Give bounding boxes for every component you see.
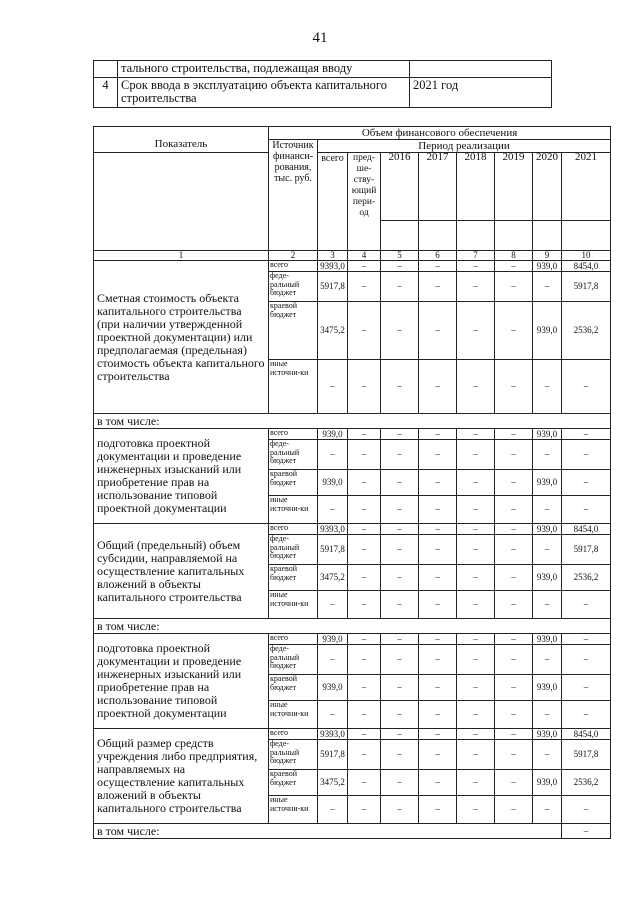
value-cell: – <box>562 440 611 470</box>
source-cell: феде-ральный бюджет <box>269 535 318 565</box>
value-cell: – <box>381 740 419 770</box>
value-cell: – <box>419 565 457 591</box>
source-cell: всего <box>269 729 318 740</box>
column-number: 1 <box>94 251 269 261</box>
value-cell: – <box>348 429 381 440</box>
value-cell: 939,0 <box>533 729 562 740</box>
source-cell: иные источни-ки <box>269 360 318 414</box>
table-row <box>94 78 552 108</box>
row-label: Срок ввода в эксплуатацию объекта капитального строительства <box>118 78 410 108</box>
value-cell: – <box>457 565 495 591</box>
year-header: 2019 <box>495 153 533 221</box>
source-cell: краевой бюджет <box>269 565 318 591</box>
value-cell: – <box>348 440 381 470</box>
value-cell: – <box>495 302 533 360</box>
subtitle-row <box>94 824 611 839</box>
column-header-previous-period: пред-ше-ству-ющий пери-од <box>348 153 381 251</box>
value-cell: – <box>495 701 533 729</box>
value-cell: – <box>381 440 419 470</box>
value-cell: – <box>457 535 495 565</box>
value-cell: – <box>348 272 381 302</box>
value-cell: – <box>318 440 348 470</box>
value-cell: – <box>318 496 348 524</box>
value-cell: – <box>348 729 381 740</box>
value-cell: – <box>495 535 533 565</box>
value-cell: 939,0 <box>318 675 348 701</box>
value-cell: 5917,8 <box>318 272 348 302</box>
column-header-total: всего <box>318 153 348 251</box>
value-cell: – <box>348 645 381 675</box>
value-cell: – <box>495 440 533 470</box>
value-cell: – <box>348 634 381 645</box>
value-cell: – <box>381 302 419 360</box>
column-number: 9 <box>533 251 562 261</box>
value-cell: – <box>562 496 611 524</box>
row-label: тального строительства, подлежащая вводу <box>118 61 410 78</box>
value-cell: – <box>562 701 611 729</box>
value-cell: – <box>457 634 495 645</box>
value-cell: – <box>457 360 495 414</box>
year-header: 2020 <box>533 153 562 221</box>
value-cell: – <box>381 429 419 440</box>
column-number: 10 <box>562 251 611 261</box>
value-cell: – <box>457 796 495 824</box>
table-row <box>94 634 611 645</box>
value-cell: – <box>318 701 348 729</box>
value-cell: – <box>381 770 419 796</box>
value-cell: – <box>419 360 457 414</box>
value-cell: – <box>381 796 419 824</box>
source-cell: феде-ральный бюджет <box>269 440 318 470</box>
year-spacer <box>419 221 457 251</box>
subtitle-row <box>94 414 611 429</box>
value-cell: 3475,2 <box>318 770 348 796</box>
value-cell: – <box>495 740 533 770</box>
value-cell: – <box>419 261 457 272</box>
indicator-cell: Общий размер средств учреждения либо предприятия, направляемых на осуществление капитальных вложений в объекты капитального строительства <box>94 729 269 824</box>
value-cell: – <box>495 429 533 440</box>
value-cell: – <box>381 496 419 524</box>
source-cell: иные источни-ки <box>269 701 318 729</box>
value-cell: – <box>495 634 533 645</box>
row-number: 4 <box>94 78 118 108</box>
year-header: 2021 <box>562 153 611 221</box>
value-cell: – <box>457 440 495 470</box>
value-cell: – <box>533 272 562 302</box>
value-cell: – <box>495 591 533 619</box>
column-number: 2 <box>269 251 318 261</box>
year-spacer <box>495 221 533 251</box>
value-cell: – <box>457 496 495 524</box>
value-cell: – <box>381 701 419 729</box>
value-cell: 939,0 <box>533 675 562 701</box>
trail-value: – <box>562 824 611 839</box>
value-cell: – <box>419 675 457 701</box>
source-cell: феде-ральный бюджет <box>269 272 318 302</box>
value-cell: – <box>562 360 611 414</box>
value-cell: – <box>419 796 457 824</box>
value-cell: 939,0 <box>533 261 562 272</box>
value-cell: – <box>562 796 611 824</box>
value-cell: – <box>495 272 533 302</box>
value-cell: 9393,0 <box>318 261 348 272</box>
table-row <box>94 429 611 440</box>
value-cell: – <box>457 429 495 440</box>
value-cell: – <box>457 524 495 535</box>
value-cell: – <box>457 261 495 272</box>
subtitle-row <box>94 619 611 634</box>
value-cell: – <box>562 470 611 496</box>
object-info-table <box>93 60 552 108</box>
value-cell: – <box>348 261 381 272</box>
table-title: Объем финансового обеспечения <box>269 127 611 140</box>
value-cell: – <box>419 429 457 440</box>
column-number: 3 <box>318 251 348 261</box>
source-cell: краевой бюджет <box>269 675 318 701</box>
year-header: 2018 <box>457 153 495 221</box>
indicator-cell: подготовка проектной документации и проведение инженерных изысканий или приобретение прав на использование типовой проектной документации <box>94 429 269 524</box>
value-cell: – <box>533 701 562 729</box>
value-cell: – <box>318 645 348 675</box>
value-cell: – <box>495 524 533 535</box>
value-cell: – <box>495 565 533 591</box>
value-cell: 3475,2 <box>318 302 348 360</box>
indicator-cell: Сметная стоимость объекта капитального строительства (при наличии утвержденной проектной документации) или предполагаемая (предельная) стоимость объекта капитального строительства <box>94 261 269 414</box>
source-cell: феде-ральный бюджет <box>269 740 318 770</box>
value-cell: – <box>381 634 419 645</box>
source-cell: краевой бюджет <box>269 302 318 360</box>
source-cell: феде-ральный бюджет <box>269 645 318 675</box>
row-value: 2021 год <box>410 78 552 108</box>
table-row <box>94 261 611 272</box>
table-row <box>94 524 611 535</box>
column-number: 8 <box>495 251 533 261</box>
value-cell: – <box>348 591 381 619</box>
value-cell: – <box>419 701 457 729</box>
subtitle: в том числе: <box>94 824 562 839</box>
value-cell: – <box>348 701 381 729</box>
value-cell: – <box>419 591 457 619</box>
value-cell: – <box>533 535 562 565</box>
value-cell: – <box>533 740 562 770</box>
value-cell: 3475,2 <box>318 565 348 591</box>
value-cell: – <box>318 360 348 414</box>
value-cell: 939,0 <box>533 302 562 360</box>
value-cell: – <box>533 645 562 675</box>
value-cell: – <box>457 701 495 729</box>
value-cell: – <box>381 470 419 496</box>
value-cell: 939,0 <box>318 634 348 645</box>
value-cell: 2536,2 <box>562 302 611 360</box>
row-number <box>94 61 118 78</box>
period-header: Период реализации <box>318 140 611 153</box>
value-cell: – <box>419 634 457 645</box>
value-cell: 5917,8 <box>562 740 611 770</box>
value-cell: – <box>562 429 611 440</box>
value-cell: 5917,8 <box>562 535 611 565</box>
value-cell: – <box>318 796 348 824</box>
value-cell: – <box>457 675 495 701</box>
table-row <box>94 61 552 78</box>
source-cell: иные источни-ки <box>269 496 318 524</box>
value-cell: – <box>562 645 611 675</box>
year-spacer <box>533 221 562 251</box>
value-cell: – <box>348 535 381 565</box>
subtitle: в том числе: <box>94 619 611 634</box>
value-cell: – <box>419 645 457 675</box>
value-cell: – <box>495 261 533 272</box>
value-cell: – <box>381 645 419 675</box>
value-cell: – <box>457 302 495 360</box>
column-number: 4 <box>348 251 381 261</box>
value-cell: 939,0 <box>533 470 562 496</box>
year-spacer <box>457 221 495 251</box>
value-cell: 2536,2 <box>562 565 611 591</box>
indicator-spacer <box>94 153 269 251</box>
value-cell: – <box>562 634 611 645</box>
value-cell: 939,0 <box>533 770 562 796</box>
value-cell: – <box>495 496 533 524</box>
source-cell: иные источни-ки <box>269 591 318 619</box>
value-cell: 8454,0 <box>562 261 611 272</box>
value-cell: 939,0 <box>318 470 348 496</box>
value-cell: – <box>419 729 457 740</box>
subtitle: в том числе: <box>94 414 611 429</box>
source-cell: иные источни-ки <box>269 796 318 824</box>
value-cell: 939,0 <box>533 524 562 535</box>
value-cell: – <box>419 302 457 360</box>
value-cell: – <box>381 261 419 272</box>
value-cell: – <box>348 302 381 360</box>
value-cell: – <box>348 796 381 824</box>
value-cell: – <box>419 770 457 796</box>
value-cell: – <box>419 440 457 470</box>
table-row <box>94 729 611 740</box>
row-value <box>410 61 552 78</box>
value-cell: 5917,8 <box>318 535 348 565</box>
value-cell: 9393,0 <box>318 729 348 740</box>
value-cell: – <box>381 591 419 619</box>
indicator-cell: подготовка проектной документации и проведение инженерных изысканий или приобретение прав на использование типовой проектной документации <box>94 634 269 729</box>
value-cell: – <box>348 470 381 496</box>
value-cell: – <box>419 535 457 565</box>
value-cell: – <box>419 470 457 496</box>
value-cell: 5917,8 <box>562 272 611 302</box>
source-cell: всего <box>269 261 318 272</box>
value-cell: – <box>457 645 495 675</box>
value-cell: – <box>381 360 419 414</box>
column-number: 6 <box>419 251 457 261</box>
value-cell: – <box>495 360 533 414</box>
value-cell: – <box>348 740 381 770</box>
value-cell: 5917,8 <box>318 740 348 770</box>
value-cell: – <box>457 729 495 740</box>
value-cell: – <box>457 770 495 796</box>
value-cell: – <box>348 524 381 535</box>
value-cell: – <box>348 770 381 796</box>
value-cell: – <box>381 524 419 535</box>
value-cell: – <box>495 796 533 824</box>
value-cell: – <box>562 675 611 701</box>
value-cell: – <box>562 591 611 619</box>
value-cell: 8454,0 <box>562 524 611 535</box>
source-cell: всего <box>269 429 318 440</box>
year-header: 2017 <box>419 153 457 221</box>
value-cell: – <box>495 770 533 796</box>
value-cell: – <box>381 675 419 701</box>
value-cell: – <box>381 272 419 302</box>
value-cell: – <box>495 675 533 701</box>
value-cell: – <box>457 591 495 619</box>
year-header: 2016 <box>381 153 419 221</box>
year-spacer <box>381 221 419 251</box>
value-cell: – <box>381 565 419 591</box>
column-number: 5 <box>381 251 419 261</box>
value-cell: – <box>457 272 495 302</box>
year-spacer <box>562 221 611 251</box>
value-cell: – <box>348 360 381 414</box>
value-cell: – <box>348 675 381 701</box>
value-cell: – <box>495 729 533 740</box>
source-cell: всего <box>269 634 318 645</box>
indicator-cell: Общий (предельный) объем субсидии, направляемой на осуществление капитальных вложений в объекты капитального строительства <box>94 524 269 619</box>
value-cell: – <box>419 524 457 535</box>
value-cell: – <box>419 496 457 524</box>
financing-table <box>93 126 611 839</box>
value-cell: 8454,0 <box>562 729 611 740</box>
value-cell: – <box>457 740 495 770</box>
column-header-source: Источник финанси-рования, тыс. руб. <box>269 140 318 251</box>
value-cell: 939,0 <box>533 429 562 440</box>
value-cell: – <box>533 591 562 619</box>
value-cell: 9393,0 <box>318 524 348 535</box>
column-header-indicator: Показатель <box>94 127 269 153</box>
value-cell: 2536,2 <box>562 770 611 796</box>
column-number-row <box>94 251 611 261</box>
value-cell: – <box>457 470 495 496</box>
column-number: 7 <box>457 251 495 261</box>
value-cell: – <box>348 565 381 591</box>
value-cell: – <box>381 729 419 740</box>
value-cell: – <box>533 796 562 824</box>
value-cell: – <box>533 440 562 470</box>
value-cell: 939,0 <box>533 634 562 645</box>
value-cell: – <box>533 360 562 414</box>
value-cell: – <box>419 740 457 770</box>
value-cell: – <box>318 591 348 619</box>
value-cell: 939,0 <box>318 429 348 440</box>
source-cell: краевой бюджет <box>269 470 318 496</box>
value-cell: – <box>533 496 562 524</box>
value-cell: 939,0 <box>533 565 562 591</box>
source-cell: всего <box>269 524 318 535</box>
value-cell: – <box>495 470 533 496</box>
source-cell: краевой бюджет <box>269 770 318 796</box>
page-number: 41 <box>312 30 328 46</box>
value-cell: – <box>381 535 419 565</box>
value-cell: – <box>419 272 457 302</box>
value-cell: – <box>495 645 533 675</box>
value-cell: – <box>348 496 381 524</box>
